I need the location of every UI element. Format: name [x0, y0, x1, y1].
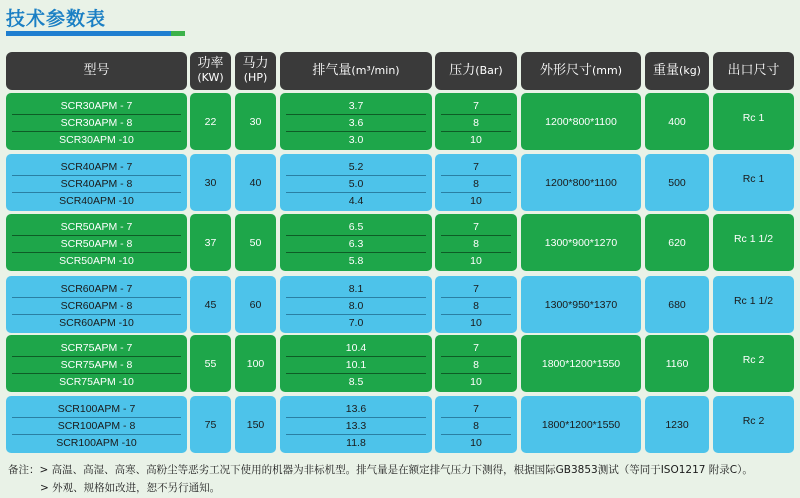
- pressure-cell-row: 10: [470, 254, 482, 267]
- flow-cell-row: 13.6: [345, 402, 367, 415]
- pressure-cell-row: 7: [473, 341, 479, 354]
- dimensions-cell-value: 1200*800*1100: [545, 115, 617, 128]
- flow-cell-row: 6.3: [348, 237, 364, 250]
- header-model: [6, 52, 187, 90]
- pressure-cell-row: 7: [473, 402, 479, 415]
- hp-cell-value: 100: [246, 357, 265, 370]
- model-cell-row: SCR40APM - 7: [60, 160, 133, 173]
- flow-cell-row: 13.3: [345, 419, 367, 432]
- flow-cell-row: 8.0: [348, 299, 364, 312]
- header-flow: [280, 52, 432, 90]
- hp-cell-value: 50: [249, 236, 262, 249]
- flow-cell: [280, 276, 432, 333]
- outlet-cell-value: Rc 1 1/2: [733, 233, 774, 245]
- dimensions-cell: [521, 396, 641, 453]
- flow-cell-row: 3.6: [348, 116, 364, 129]
- dimensions-cell-value: 1800*1200*1550: [541, 357, 621, 370]
- pressure-cell-row: 10: [470, 436, 482, 449]
- outlet-cell: [713, 154, 794, 211]
- flow-cell: [280, 214, 432, 271]
- flow-cell-row: 11.8: [346, 436, 366, 449]
- outlet-cell-value: Rc 2: [742, 415, 765, 427]
- weight-cell: [645, 93, 709, 150]
- pressure-cell: [435, 214, 517, 271]
- header-flow-label: 排气量: [312, 63, 352, 78]
- flow-cell-row: 3.0: [348, 133, 364, 146]
- outlet-cell: [713, 93, 794, 150]
- pressure-cell: [435, 335, 517, 392]
- dimensions-cell-value: 1800*1200*1550: [541, 418, 621, 431]
- flow-cell-row: 10.1: [345, 358, 367, 371]
- header-hp-label: 马力: [242, 56, 269, 71]
- power-cell: [190, 396, 231, 453]
- weight-cell-value: 1230: [665, 418, 689, 431]
- flow-cell-row: 10.4: [345, 341, 367, 354]
- flow-cell-row: 5.8: [348, 254, 364, 267]
- weight-cell: [645, 396, 709, 453]
- model-cell: [6, 335, 187, 392]
- pressure-cell-row: 10: [470, 194, 482, 207]
- header-pressure-label: 压力: [449, 63, 476, 78]
- flow-cell: [280, 154, 432, 211]
- hp-cell-value: 30: [249, 115, 262, 128]
- pressure-cell-row: 7: [473, 220, 479, 233]
- power-cell: [190, 214, 231, 271]
- header-power-label: 功率: [197, 56, 224, 71]
- power-cell-value: 30: [204, 176, 217, 189]
- flow-cell: [280, 335, 432, 392]
- weight-cell-value: 400: [668, 115, 686, 128]
- model-cell-row: SCR100APM -10: [56, 436, 137, 449]
- header-power-unit: (KW): [197, 71, 224, 84]
- flow-cell-row: 7.0: [348, 316, 364, 329]
- power-cell: [190, 335, 231, 392]
- model-cell-row: SCR60APM - 8: [60, 299, 133, 312]
- model-cell-row: SCR40APM - 8: [60, 177, 133, 190]
- flow-cell-row: 5.0: [348, 177, 364, 190]
- model-cell-row: SCR75APM - 7: [60, 341, 133, 354]
- dimensions-cell: [521, 276, 641, 333]
- hp-cell: [235, 93, 276, 150]
- hp-cell: [235, 276, 276, 333]
- pressure-cell-row: 10: [470, 133, 482, 146]
- pressure-cell-row: 10: [470, 316, 482, 329]
- hp-cell: [235, 154, 276, 211]
- pressure-cell: [435, 154, 517, 211]
- header-pressure-unit: (Bar): [475, 64, 503, 77]
- weight-cell-value: 1160: [665, 357, 689, 370]
- pressure-cell-row: 8: [473, 177, 479, 190]
- hp-cell: [235, 214, 276, 271]
- outlet-cell: [713, 276, 794, 333]
- model-cell-row: SCR40APM -10: [59, 194, 134, 207]
- header-hp-unit: (HP): [243, 71, 268, 84]
- outlet-cell-value: Rc 1: [742, 112, 765, 124]
- title-underline-green: [171, 31, 185, 36]
- model-cell: [6, 214, 187, 271]
- header-weight-unit: (kg): [679, 64, 701, 77]
- dimensions-cell-value: 1200*800*1100: [545, 176, 617, 189]
- hp-cell-value: 40: [249, 176, 262, 189]
- dimensions-cell: [521, 214, 641, 271]
- weight-cell-value: 500: [668, 176, 686, 189]
- power-cell-value: 37: [204, 236, 217, 249]
- power-cell: [190, 93, 231, 150]
- power-cell: [190, 154, 231, 211]
- flow-cell-row: 3.7: [348, 99, 364, 112]
- header-pressure: [435, 52, 517, 90]
- header-weight: [645, 52, 709, 90]
- flow-cell: [280, 93, 432, 150]
- flow-cell-row: 4.4: [348, 194, 364, 207]
- dimensions-cell-value: 1300*900*1270: [544, 236, 618, 249]
- power-cell-value: 75: [204, 418, 217, 431]
- flow-cell: [280, 396, 432, 453]
- model-cell: [6, 154, 187, 211]
- dimensions-cell: [521, 93, 641, 150]
- outlet-cell-value: Rc 1: [742, 173, 765, 185]
- header-hp: [235, 52, 276, 90]
- power-cell-value: 55: [204, 357, 217, 370]
- weight-cell: [645, 214, 709, 271]
- pressure-cell-row: 7: [473, 99, 479, 112]
- outlet-cell: [713, 214, 794, 271]
- dimensions-cell: [521, 154, 641, 211]
- model-cell-row: SCR75APM -10: [59, 375, 134, 388]
- note-line-1: 备注：> 高温、高湿、高寒、高粉尘等恶劣工况下使用的机器为非标机型。排气量是在额定排气压力下测得，根据国际GB3853测试（等同于ISO1217 附录C）。: [8, 464, 753, 476]
- header-outlet-label: 出口尺寸: [727, 63, 780, 78]
- pressure-cell: [435, 93, 517, 150]
- model-cell-row: SCR50APM - 7: [60, 220, 133, 233]
- header-weight-label: 重量: [653, 63, 680, 78]
- weight-cell: [645, 335, 709, 392]
- pressure-cell-row: 7: [473, 160, 479, 173]
- model-cell-row: SCR100APM - 7: [57, 402, 136, 415]
- pressure-cell: [435, 276, 517, 333]
- model-cell-row: SCR30APM - 8: [60, 116, 133, 129]
- pressure-cell-row: 10: [470, 375, 482, 388]
- header-flow-unit: (m³/min): [351, 64, 400, 77]
- title-underline-blue: [6, 31, 171, 36]
- power-cell-value: 45: [204, 298, 217, 311]
- hp-cell-value: 150: [246, 418, 265, 431]
- header-power: [190, 52, 231, 90]
- header-model-label: 型号: [83, 63, 110, 78]
- flow-cell-row: 5.2: [348, 160, 364, 173]
- pressure-cell-row: 8: [473, 237, 479, 250]
- pressure-cell-row: 8: [473, 116, 479, 129]
- note-line-2: > 外观、规格如改进，恕不另行通知。: [40, 482, 221, 494]
- model-cell-row: SCR30APM -10: [59, 133, 134, 146]
- model-cell-row: SCR60APM - 7: [60, 282, 133, 295]
- outlet-cell: [713, 335, 794, 392]
- dimensions-cell: [521, 335, 641, 392]
- page-title: 技术参数表: [6, 8, 107, 30]
- pressure-cell-row: 7: [473, 282, 479, 295]
- flow-cell-row: 6.5: [348, 220, 364, 233]
- pressure-cell: [435, 396, 517, 453]
- outlet-cell-value: Rc 2: [742, 354, 765, 366]
- power-cell-value: 22: [204, 115, 217, 128]
- header-dim-unit: (mm): [592, 64, 623, 77]
- flow-cell-row: 8.5: [348, 375, 364, 388]
- weight-cell-value: 680: [668, 298, 686, 311]
- dimensions-cell-value: 1300*950*1370: [544, 298, 618, 311]
- model-cell-row: SCR30APM - 7: [60, 99, 133, 112]
- outlet-cell-value: Rc 1 1/2: [733, 295, 774, 307]
- power-cell: [190, 276, 231, 333]
- weight-cell: [645, 276, 709, 333]
- pressure-cell-row: 8: [473, 419, 479, 432]
- model-cell-row: SCR50APM - 8: [60, 237, 133, 250]
- outlet-cell: [713, 396, 794, 453]
- hp-cell: [235, 335, 276, 392]
- weight-cell-value: 620: [668, 236, 686, 249]
- model-cell-row: SCR60APM -10: [59, 316, 134, 329]
- flow-cell-row: 8.1: [348, 282, 364, 295]
- header-dim-label: 外形尺寸: [539, 63, 592, 78]
- model-cell: [6, 276, 187, 333]
- model-cell-row: SCR100APM - 8: [57, 419, 136, 432]
- model-cell: [6, 93, 187, 150]
- pressure-cell-row: 8: [473, 358, 479, 371]
- model-cell-row: SCR75APM - 8: [60, 358, 133, 371]
- weight-cell: [645, 154, 709, 211]
- header-dimensions: [521, 52, 641, 90]
- hp-cell-value: 60: [249, 298, 262, 311]
- hp-cell: [235, 396, 276, 453]
- model-cell-row: SCR50APM -10: [59, 254, 134, 267]
- header-outlet: [713, 52, 794, 90]
- pressure-cell-row: 8: [473, 299, 479, 312]
- model-cell: [6, 396, 187, 453]
